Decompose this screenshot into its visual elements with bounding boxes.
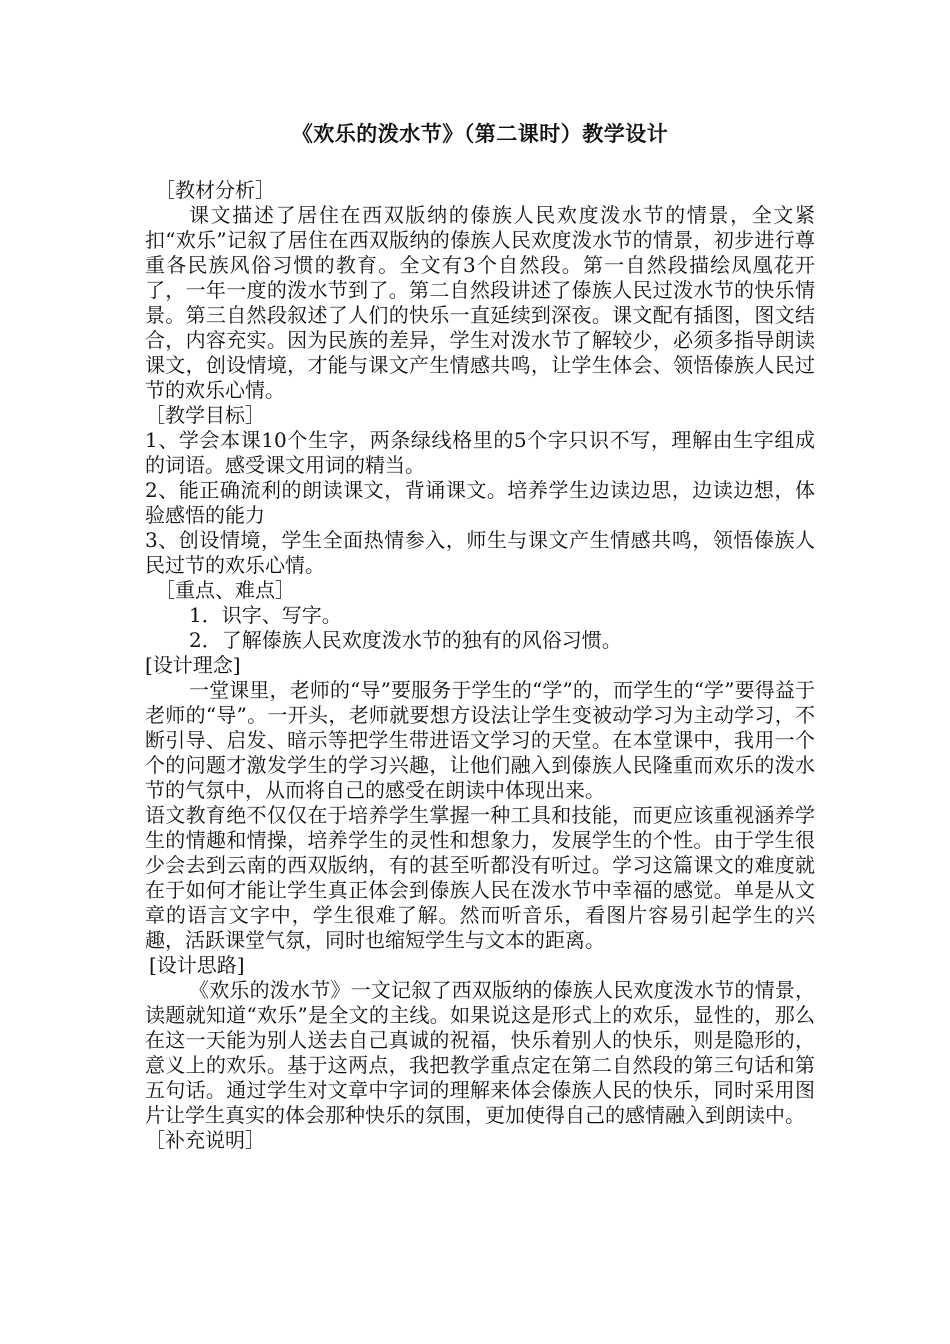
section-heading-keypoints: ［重点、难点］	[155, 578, 295, 602]
section-heading-goals: ［教学目标］	[145, 403, 265, 427]
goal-item-3: 3、创设情境，学生全面热情参入，师生与课文产生情感共鸣，领悟傣族人民过节的欢乐心情。	[145, 528, 815, 577]
philosophy-paragraph-1: 一堂课里，老师的“导”要服务于学生的“学”的，而学生的“学”要得益于老师的“导”。一开头，老师就要想方设法让学生变被动学习为主动学习，不断引导、启发、暗示等把学生带进语文学习的天堂。在本堂课中，我用一个个的问题才激发学生的学习兴趣，让他们融入到傣族人民隆重而欢乐的泼水节的气氛中，从而将自己的感受在朗读中体现出来。	[145, 678, 815, 802]
document-title: 《欢乐的泼水节》（第二课时）教学设计	[291, 121, 669, 146]
section-heading-philosophy: [设计理念]	[145, 653, 241, 677]
section-heading-supplement: ［补充说明］	[145, 1128, 265, 1152]
analysis-paragraph: 课文描述了居住在西双版纳的傣族人民欢度泼水节的情景，全文紧扣“欢乐”记叙了居住在西双版纳的傣族人民欢度泼水节的情景，初步进行尊重各民族风俗习惯的教育。全文有3个自然段。第一自然段描绘凤凰花开了，一年一度的泼水节到了。第二自然段讲述了傣族人民过泼水节的快乐情景。第三自然段叙述了人们的快乐一直延续到深夜。课文配有插图，图文结合，内容充实。因为民族的差异，学生对泼水节了解较少，必须多指导朗读课文，创设情境，才能与课文产生情感共鸣，让学生体会、领悟傣族人民过节的欢乐心情。	[145, 203, 815, 402]
section-heading-approach: [设计思路]	[149, 953, 245, 977]
document-page	[145, 118, 815, 1153]
keypoint-item-1: 1．识字、写字。	[189, 603, 342, 627]
philosophy-paragraph-2: 语文教育绝不仅仅在于培养学生掌握一种工具和技能，而更应该重视涵养学生的情趣和情操，培养学生的灵性和想象力，发展学生的个性。由于学生很少会去到云南的西双版纳，有的甚至听都没有听过。学习这篇课文的难度就在于如何才能让学生真正体会到傣族人民在泼水节中幸福的感觉。单是从文章的语言文字中，学生很难了解。然而听音乐，看图片容易引起学生的兴趣，活跃课堂气氛，同时也缩短学生与文本的距离。	[145, 803, 815, 952]
goal-item-2: 2、能正确流利的朗读课文，背诵课文。培养学生边读边思，边读边想，体验感悟的能力	[145, 478, 815, 527]
section-heading-analysis: ［教材分析］	[155, 178, 275, 202]
keypoint-item-2: 2．了解傣族人民欢度泼水节的独有的风俗习惯。	[189, 628, 622, 652]
goal-item-1: 1、学会本课10个生字，两条绿线格里的5个字只识不写，理解由生字组成的词语。感受课文用词的精当。	[145, 428, 815, 477]
approach-paragraph: 《欢乐的泼水节》一文记叙了西双版纳的傣族人民欢度泼水节的情景，读题就知道“欢乐”是全文的主线。如果说这是形式上的欢乐，显性的，那么在这一天能为别人送去自己真诚的祝福，快乐着别人的快乐，则是隐形的，意义上的欢乐。基于这两点，我把教学重点定在第二自然段的第三句话和第五句话。通过学生对文章中字词的理解来体会傣族人民的快乐，同时采用图片让学生真实的体会那种快乐的氛围，更加使得自己的感情融入到朗读中。	[145, 978, 815, 1127]
